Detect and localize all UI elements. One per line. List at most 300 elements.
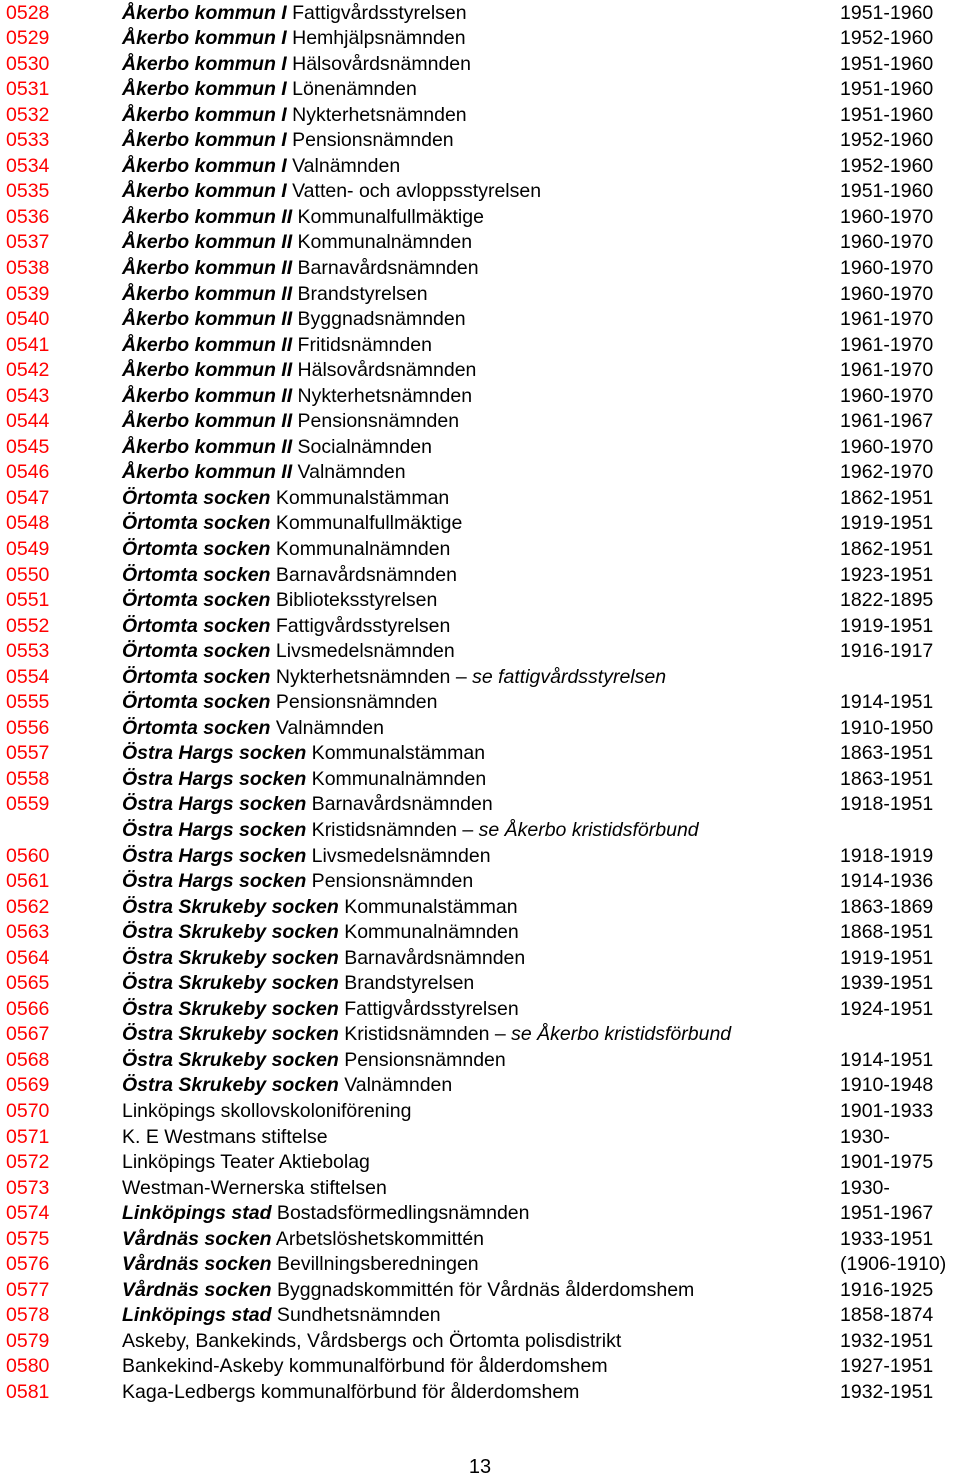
record-years: 1901-1933 xyxy=(840,1100,934,1123)
record-authority: Östra Skrukeby socken xyxy=(122,972,339,995)
record-row xyxy=(0,946,960,972)
record-title xyxy=(122,1150,370,1176)
record-authority: Örtomta socken xyxy=(122,716,271,739)
record-authority: Örtomta socken xyxy=(122,665,271,688)
record-years: 1961-1970 xyxy=(840,359,934,382)
record-number: 0577 xyxy=(6,1278,50,1301)
record-row xyxy=(0,818,960,844)
record-years: 1914-1936 xyxy=(840,870,934,893)
record-years: 1952-1960 xyxy=(840,129,934,152)
record-body: Askeby, Bankekinds, Vårdsbergs och Örtomta polisdistrikt xyxy=(122,1329,622,1352)
record-years: 1858-1874 xyxy=(840,1304,934,1327)
record-body: Kommunalstämman xyxy=(270,486,450,509)
record-number: 0530 xyxy=(6,52,50,75)
record-number: 0573 xyxy=(6,1176,50,1199)
record-number: 0533 xyxy=(6,129,50,152)
record-row xyxy=(0,435,960,461)
record-title xyxy=(122,435,432,461)
record-title xyxy=(122,282,428,308)
record-number: 0571 xyxy=(6,1125,50,1148)
record-years: 1932-1951 xyxy=(840,1381,934,1404)
record-years: 1927-1951 xyxy=(840,1355,934,1378)
record-body: Biblioteksstyrelsen xyxy=(270,589,438,612)
record-number: 0536 xyxy=(6,205,50,228)
record-years: 1914-1951 xyxy=(840,1048,934,1071)
record-title xyxy=(122,1354,608,1380)
record-years: 1914-1951 xyxy=(840,691,934,714)
record-row xyxy=(0,1227,960,1253)
record-title xyxy=(122,409,459,435)
record-years: 1951-1960 xyxy=(840,52,934,75)
record-row xyxy=(0,52,960,78)
record-title xyxy=(122,1329,621,1355)
record-body: Hälsovårdsnämnden xyxy=(292,359,477,382)
record-authority: Åkerbo kommun II xyxy=(122,308,293,331)
record-years: 1960-1970 xyxy=(840,231,934,254)
record-number: 0561 xyxy=(6,870,50,893)
record-authority: Åkerbo kommun I xyxy=(122,78,287,101)
record-body: Kommunalfullmäktige xyxy=(292,205,484,228)
record-authority: Örtomta socken xyxy=(122,589,271,612)
record-number: 0559 xyxy=(6,793,50,816)
record-row xyxy=(0,588,960,614)
record-authority: Åkerbo kommun I xyxy=(122,52,287,75)
record-title xyxy=(122,1,467,27)
record-body: Barnavårdsnämnden xyxy=(338,946,526,969)
record-title xyxy=(122,77,417,103)
record-years: 1910-1950 xyxy=(840,716,934,739)
record-title xyxy=(122,997,519,1023)
record-body: Kommunalstämman xyxy=(338,895,518,918)
record-row xyxy=(0,1176,960,1202)
record-number: 0538 xyxy=(6,256,50,279)
record-title xyxy=(122,358,476,384)
record-row xyxy=(0,869,960,895)
record-title xyxy=(122,205,484,231)
record-row xyxy=(0,77,960,103)
record-row xyxy=(0,563,960,589)
record-row xyxy=(0,690,960,716)
record-number: 0568 xyxy=(6,1048,50,1071)
record-number: 0555 xyxy=(6,691,50,714)
record-title xyxy=(122,1099,411,1125)
record-title xyxy=(122,920,519,946)
record-row xyxy=(0,639,960,665)
record-number: 0549 xyxy=(6,537,50,560)
record-authority: Åkerbo kommun II xyxy=(122,359,293,382)
record-authority: Linköpings stad xyxy=(122,1304,272,1327)
record-number: 0545 xyxy=(6,435,50,458)
record-body: Kaga-Ledbergs kommunalförbund för ålderdomshem xyxy=(122,1381,580,1404)
record-authority: Örtomta socken xyxy=(122,691,271,714)
record-authority: Åkerbo kommun I xyxy=(122,103,287,126)
record-authority: Örtomta socken xyxy=(122,537,271,560)
record-row xyxy=(0,920,960,946)
record-title xyxy=(122,767,486,793)
record-body: Nykterhetsnämnden xyxy=(292,384,473,407)
record-number: 0534 xyxy=(6,154,50,177)
record-body: Livsmedelsnämnden xyxy=(270,640,455,663)
record-years: 1930- xyxy=(840,1125,890,1148)
record-title xyxy=(122,307,466,333)
record-body: Valnämnden xyxy=(338,1074,453,1097)
record-body: Fattigvårdsstyrelsen xyxy=(286,1,467,24)
record-years: 1868-1951 xyxy=(840,921,934,944)
record-years: 1863-1869 xyxy=(840,895,934,918)
record-row xyxy=(0,103,960,129)
record-body: Brandstyrelsen xyxy=(292,282,428,305)
record-authority: Östra Skrukeby socken xyxy=(122,1048,339,1071)
record-title xyxy=(122,614,450,640)
record-title xyxy=(122,563,457,589)
record-authority: Åkerbo kommun II xyxy=(122,231,293,254)
record-years: 1901-1975 xyxy=(840,1151,934,1174)
record-row xyxy=(0,384,960,410)
record-title xyxy=(122,154,400,180)
record-body: Barnavårdsnämnden xyxy=(306,793,493,816)
record-row xyxy=(0,205,960,231)
record-title xyxy=(122,1048,506,1074)
record-number: 0563 xyxy=(6,921,50,944)
record-authority: Åkerbo kommun II xyxy=(122,435,293,458)
record-body: Byggnadskommittén för Vårdnäs ålderdomshem xyxy=(271,1278,695,1301)
record-authority: Östra Skrukeby socken xyxy=(122,1023,339,1046)
record-body: Valnämnden xyxy=(270,716,384,739)
record-row xyxy=(0,154,960,180)
record-number: 0556 xyxy=(6,716,50,739)
record-years: 1961-1970 xyxy=(840,308,934,331)
record-number: 0578 xyxy=(6,1304,50,1327)
record-row xyxy=(0,1073,960,1099)
record-body: Linköpings Teater Aktiebolag xyxy=(122,1151,370,1174)
record-years: (1906-1910) xyxy=(840,1253,947,1276)
record-row xyxy=(0,282,960,308)
record-title xyxy=(122,869,473,895)
record-authority: Örtomta socken xyxy=(122,563,271,586)
record-row xyxy=(0,358,960,384)
record-number: 0541 xyxy=(6,333,50,356)
record-body: Kommunalnämnden xyxy=(338,921,519,944)
record-number: 0560 xyxy=(6,844,50,867)
record-years: 1933-1951 xyxy=(840,1227,934,1250)
record-body: Kristidsnämnden – xyxy=(306,819,479,841)
record-body: Bankekind-Askeby kommunalförbund för ålderdomshem xyxy=(122,1355,608,1378)
record-body: Valnämnden xyxy=(286,154,401,177)
record-title xyxy=(122,1227,484,1253)
record-row xyxy=(0,767,960,793)
record-authority: Östra Skrukeby socken xyxy=(122,895,339,918)
record-body: Nykterhetsnämnden xyxy=(286,103,467,126)
record-row xyxy=(0,1380,960,1406)
record-years: 1960-1970 xyxy=(840,435,934,458)
record-number: 0554 xyxy=(6,665,50,688)
record-row xyxy=(0,333,960,359)
record-body: Pensionsnämnden xyxy=(292,410,460,433)
record-title xyxy=(122,639,455,665)
record-body: Kommunalnämnden xyxy=(270,537,451,560)
record-years: 1939-1951 xyxy=(840,972,934,995)
record-title xyxy=(122,103,467,129)
record-authority: Åkerbo kommun II xyxy=(122,282,293,305)
record-authority: Vårdnäs socken xyxy=(122,1227,272,1250)
record-body: Kommunalstämman xyxy=(306,742,486,765)
record-row xyxy=(0,1022,960,1048)
record-body: Hälsovårdsnämnden xyxy=(286,52,471,75)
record-row xyxy=(0,1354,960,1380)
record-row xyxy=(0,486,960,512)
record-title xyxy=(122,895,518,921)
record-title xyxy=(122,1278,694,1304)
record-years: 1952-1960 xyxy=(840,154,934,177)
record-body: Westman-Wernerska stiftelsen xyxy=(122,1176,387,1199)
record-years: 1919-1951 xyxy=(840,614,934,637)
record-body: Linköpings skollovskoloniförening xyxy=(122,1100,412,1123)
record-body: Fattigvårdsstyrelsen xyxy=(338,997,519,1020)
record-body: Arbetslöshetskommittén xyxy=(271,1227,485,1250)
record-body: Socialnämnden xyxy=(292,435,432,458)
record-number: 0565 xyxy=(6,972,50,995)
record-body: Bevillningsberedningen xyxy=(271,1253,479,1276)
record-number: 0553 xyxy=(6,640,50,663)
record-authority: Östra Skrukeby socken xyxy=(122,997,339,1020)
record-row xyxy=(0,1201,960,1227)
record-title xyxy=(122,384,472,410)
record-authority: Åkerbo kommun II xyxy=(122,384,293,407)
record-years: 1919-1951 xyxy=(840,946,934,969)
record-body: Pensionsnämnden xyxy=(270,691,438,714)
record-body: Kommunalfullmäktige xyxy=(270,512,463,535)
record-number: 0576 xyxy=(6,1253,50,1276)
record-title xyxy=(122,665,666,691)
record-number: 0580 xyxy=(6,1355,50,1378)
record-years: 1960-1970 xyxy=(840,205,934,228)
record-body: Pensionsnämnden xyxy=(286,129,454,152)
record-body: Bostadsförmedlingsnämnden xyxy=(271,1202,530,1225)
record-body: Lönenämnden xyxy=(286,78,417,101)
record-number: 0564 xyxy=(6,946,50,969)
record-authority: Åkerbo kommun II xyxy=(122,205,293,228)
record-row xyxy=(0,895,960,921)
page-number: 13 xyxy=(468,1456,492,1478)
record-years: 1862-1951 xyxy=(840,486,934,509)
record-row xyxy=(0,1278,960,1304)
record-title xyxy=(122,1303,441,1329)
record-years: 1862-1951 xyxy=(840,537,934,560)
record-row xyxy=(0,1048,960,1074)
record-authority: Linköpings stad xyxy=(122,1202,272,1225)
record-row xyxy=(0,128,960,154)
record-reference: se Åkerbo kristidsförbund xyxy=(478,819,699,841)
record-years: 1932-1951 xyxy=(840,1329,934,1352)
record-years: 1951-1960 xyxy=(840,180,934,203)
record-number: 0574 xyxy=(6,1202,50,1225)
record-row xyxy=(0,844,960,870)
record-title xyxy=(122,511,462,537)
record-authority: Örtomta socken xyxy=(122,486,271,509)
record-years: 1916-1917 xyxy=(840,640,934,663)
record-years: 1930- xyxy=(840,1176,890,1199)
record-authority: Östra Hargs socken xyxy=(122,742,307,765)
record-number: 0572 xyxy=(6,1151,50,1174)
record-number: 0567 xyxy=(6,1023,50,1046)
record-title xyxy=(122,179,541,205)
record-body: K. E Westmans stiftelse xyxy=(122,1125,328,1148)
record-number: 0551 xyxy=(6,589,50,612)
record-years: 1918-1951 xyxy=(840,793,934,816)
record-body: Barnavårdsnämnden xyxy=(270,563,457,586)
record-row xyxy=(0,179,960,205)
record-row xyxy=(0,1099,960,1125)
record-body: Vatten- och avloppsstyrelsen xyxy=(286,180,542,203)
record-row xyxy=(0,971,960,997)
record-number: 0529 xyxy=(6,27,50,50)
record-number: 0550 xyxy=(6,563,50,586)
record-row xyxy=(0,26,960,52)
record-number: 0548 xyxy=(6,512,50,535)
record-title xyxy=(122,818,699,844)
record-years: 1923-1951 xyxy=(840,563,934,586)
record-row xyxy=(0,511,960,537)
record-title xyxy=(122,741,485,767)
record-years: 1961-1970 xyxy=(840,333,934,356)
record-years: 1918-1919 xyxy=(840,844,934,867)
record-title xyxy=(122,1073,452,1099)
record-authority: Åkerbo kommun II xyxy=(122,410,293,433)
record-authority: Östra Hargs socken xyxy=(122,793,307,816)
record-body: Valnämnden xyxy=(292,461,406,484)
record-authority: Östra Hargs socken xyxy=(122,844,307,867)
record-authority: Östra Hargs socken xyxy=(122,819,307,841)
record-row xyxy=(0,256,960,282)
record-title xyxy=(122,26,466,52)
record-authority: Åkerbo kommun II xyxy=(122,333,293,356)
record-number: 0540 xyxy=(6,308,50,331)
record-authority: Åkerbo kommun I xyxy=(122,27,287,50)
record-years: 1951-1960 xyxy=(840,103,934,126)
record-number: 0575 xyxy=(6,1227,50,1250)
record-authority: Åkerbo kommun I xyxy=(122,129,287,152)
record-body: Nykterhetsnämnden – xyxy=(270,665,473,688)
record-row xyxy=(0,409,960,435)
record-row xyxy=(0,1252,960,1278)
record-title xyxy=(122,333,432,359)
record-title xyxy=(122,486,449,512)
record-row xyxy=(0,230,960,256)
record-number: 0542 xyxy=(6,359,50,382)
record-body: Sundhetsnämnden xyxy=(271,1304,441,1327)
record-number: 0528 xyxy=(6,1,50,24)
record-title xyxy=(122,1201,530,1227)
record-row xyxy=(0,537,960,563)
record-number: 0570 xyxy=(6,1100,50,1123)
record-body: Byggnadsnämnden xyxy=(292,308,466,331)
record-title xyxy=(122,971,474,997)
record-body: Pensionsnämnden xyxy=(306,870,474,893)
record-title xyxy=(122,460,406,486)
record-row xyxy=(0,307,960,333)
record-title xyxy=(122,1252,479,1278)
record-row xyxy=(0,1,960,27)
record-body: Fattigvårdsstyrelsen xyxy=(270,614,451,637)
record-number: 0547 xyxy=(6,486,50,509)
record-number: 0581 xyxy=(6,1381,50,1404)
record-years: 1822-1895 xyxy=(840,589,934,612)
record-body: Pensionsnämnden xyxy=(338,1048,506,1071)
record-years: 1863-1951 xyxy=(840,767,934,790)
record-authority: Åkerbo kommun I xyxy=(122,154,287,177)
record-number: 0532 xyxy=(6,103,50,126)
record-title xyxy=(122,690,437,716)
record-years: 1960-1970 xyxy=(840,256,934,279)
record-number: 0566 xyxy=(6,997,50,1020)
record-number: 0579 xyxy=(6,1329,50,1352)
record-years: 1951-1967 xyxy=(840,1202,934,1225)
record-number: 0569 xyxy=(6,1074,50,1097)
record-years: 1863-1951 xyxy=(840,742,934,765)
record-number: 0531 xyxy=(6,78,50,101)
record-row xyxy=(0,997,960,1023)
record-number: 0552 xyxy=(6,614,50,637)
record-row xyxy=(0,1150,960,1176)
record-number: 0546 xyxy=(6,461,50,484)
record-body: Fritidsnämnden xyxy=(292,333,432,356)
record-body: Kristidsnämnden – xyxy=(338,1023,512,1046)
record-years: 1910-1948 xyxy=(840,1074,934,1097)
record-authority: Örtomta socken xyxy=(122,640,271,663)
record-years: 1916-1925 xyxy=(840,1278,934,1301)
record-number: 0539 xyxy=(6,282,50,305)
record-title xyxy=(122,230,472,256)
record-body: Hemhjälpsnämnden xyxy=(286,27,466,50)
record-authority: Östra Skrukeby socken xyxy=(122,921,339,944)
record-authority: Östra Skrukeby socken xyxy=(122,1074,339,1097)
record-row xyxy=(0,460,960,486)
record-title xyxy=(122,52,471,78)
record-authority: Åkerbo kommun II xyxy=(122,256,293,279)
record-row xyxy=(0,1125,960,1151)
record-number: 0537 xyxy=(6,231,50,254)
record-years: 1951-1960 xyxy=(840,78,934,101)
record-title xyxy=(122,1176,387,1202)
record-row xyxy=(0,1329,960,1355)
record-authority: Åkerbo kommun I xyxy=(122,1,287,24)
record-number: 0544 xyxy=(6,410,50,433)
record-row xyxy=(0,665,960,691)
record-years: 1951-1960 xyxy=(840,1,934,24)
record-title xyxy=(122,256,479,282)
record-body: Brandstyrelsen xyxy=(338,972,475,995)
record-number: 0543 xyxy=(6,384,50,407)
record-reference: se Åkerbo kristidsförbund xyxy=(511,1023,732,1046)
record-authority: Östra Hargs socken xyxy=(122,870,307,893)
record-years: 1924-1951 xyxy=(840,997,934,1020)
record-authority: Örtomta socken xyxy=(122,512,271,535)
record-years: 1961-1967 xyxy=(840,410,934,433)
record-years: 1919-1951 xyxy=(840,512,934,535)
record-body: Barnavårdsnämnden xyxy=(292,256,479,279)
record-title xyxy=(122,588,437,614)
record-title xyxy=(122,537,450,563)
record-body: Livsmedelsnämnden xyxy=(306,844,491,867)
record-row xyxy=(0,792,960,818)
record-title xyxy=(122,792,493,818)
record-title xyxy=(122,844,491,870)
record-years: 1960-1970 xyxy=(840,384,934,407)
record-row xyxy=(0,614,960,640)
record-authority: Örtomta socken xyxy=(122,614,271,637)
record-row xyxy=(0,741,960,767)
record-body: Kommunalnämnden xyxy=(292,231,473,254)
